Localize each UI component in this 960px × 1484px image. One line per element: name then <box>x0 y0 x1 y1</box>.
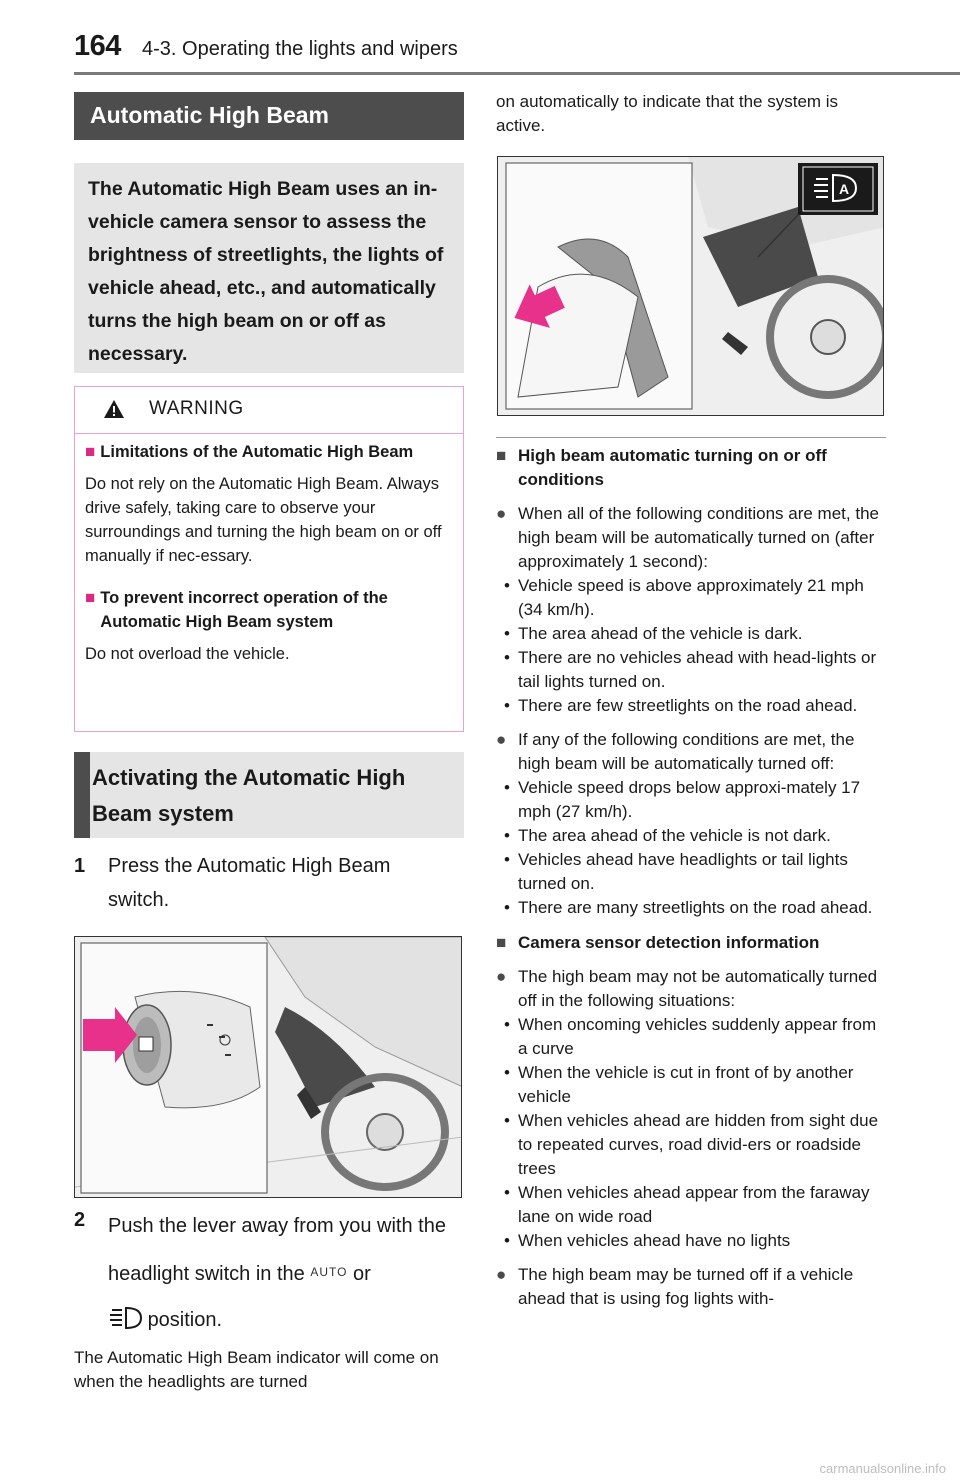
step-number: 2 <box>74 1209 86 1231</box>
list-item: • The area ahead of the vehicle is dark. <box>496 622 886 646</box>
heading-text: High beam automatic turning on or off conditions <box>518 446 827 489</box>
list-item: • When the vehicle is cut in front of by another vehicle <box>496 1061 886 1109</box>
heading-text: Camera sensor detection information <box>518 933 820 952</box>
list-item <box>496 965 886 1013</box>
step-2-position: position. <box>147 1309 223 1331</box>
dash-text: When vehicles ahead have no lights <box>518 1231 791 1250</box>
intro-continuation: on automatically to indicate that the system is active. <box>496 92 839 135</box>
dash-text: The area ahead of the vehicle is dark. <box>518 624 803 643</box>
dash-text: Vehicles ahead have headlights or tail lights turned on. <box>518 850 848 893</box>
subsection-heading <box>496 444 886 492</box>
header-divider <box>74 72 960 75</box>
dash-text: There are few streetlights on the road ahead. <box>518 696 858 715</box>
watermark: carmanualsonline.info <box>819 1461 946 1476</box>
warning-title: WARNING <box>149 398 244 419</box>
auto-icon: AUTO <box>310 1265 348 1279</box>
svg-text:A: A <box>839 181 850 197</box>
conditions-list <box>496 444 886 1311</box>
list-item: • The area ahead of the vehicle is not dark. <box>496 824 886 848</box>
right-divider <box>496 437 886 438</box>
warning-subheading <box>85 440 449 464</box>
bullet-text: When all of the following conditions are met, the high beam will be automatically turned on (after approximately 1 second): <box>518 504 879 571</box>
square-marker-icon: ■ <box>496 446 507 465</box>
step-1 <box>74 849 464 917</box>
warning-heading-2: To prevent incorrect operation of the Automatic High Beam system <box>100 589 388 631</box>
dash-text: There are no vehicles ahead with head-lights or tail lights turned on. <box>518 648 877 691</box>
list-item: • When vehicles ahead are hidden from sight due to repeated curves, road divid-ers or roadside trees <box>496 1109 886 1181</box>
warning-triangle-icon <box>103 399 125 419</box>
activation-section-title: Activating the Automatic High Beam system <box>74 752 464 838</box>
square-marker-icon: ■ <box>85 442 96 461</box>
circle-bullet-icon: ● <box>496 967 507 986</box>
dash-text: There are many streetlights on the road ahead. <box>518 898 873 917</box>
chapter-title: 4-3. Operating the lights and wipers <box>142 38 458 60</box>
subsection-heading <box>496 931 886 955</box>
list-item: • Vehicle speed is above approximately 21 mph (34 km/h). <box>496 574 886 622</box>
list-item: • There are no vehicles ahead with head-lights or tail lights turned on. <box>496 646 886 694</box>
auto-high-beam-icon <box>108 1306 142 1330</box>
warning-heading-1: Limitations of the Automatic High Beam <box>100 443 414 461</box>
circle-bullet-icon: ● <box>496 730 507 749</box>
circle-bullet-icon: ● <box>496 504 507 523</box>
list-item <box>496 728 886 776</box>
dash-text: When oncoming vehicles suddenly appear from a curve <box>518 1015 877 1058</box>
list-item <box>496 1263 886 1311</box>
summary-box: The Automatic High Beam uses an in-vehicle camera sensor to assess the brightness of streetlights, the lights of vehicle ahead, etc., and automatically turns the high beam on or off as necessary. <box>74 163 464 373</box>
section-title: Automatic High Beam <box>74 92 464 140</box>
bullet-text: If any of the following conditions are met, the high beam will be automatically turned off: <box>518 730 855 773</box>
dash-text: When the vehicle is cut in front of by another vehicle <box>518 1063 854 1106</box>
warning-header <box>75 387 463 434</box>
list-item <box>496 502 886 574</box>
list-item: • Vehicles ahead have headlights or tail lights turned on. <box>496 848 886 896</box>
lever-switch-illustration <box>74 936 462 1198</box>
dashboard-indicator-illustration <box>497 156 884 416</box>
list-item: • There are many streetlights on the road ahead. <box>496 896 886 920</box>
list-item: • When vehicles ahead have no lights <box>496 1229 886 1253</box>
dash-text: The area ahead of the vehicle is not dark. <box>518 826 831 845</box>
dash-text: Vehicle speed drops below approxi-mately 17 mph (27 km/h). <box>518 778 861 821</box>
step-2 <box>74 1203 464 1343</box>
square-marker-icon: ■ <box>496 933 507 952</box>
warning-text-2: Do not overload the vehicle. <box>85 645 290 663</box>
step-number: 1 <box>74 855 86 877</box>
dash-text: Vehicle speed is above approximately 21 mph (34 km/h). <box>518 576 864 619</box>
step-2-or: or <box>353 1263 371 1285</box>
dash-text: When vehicles ahead appear from the faraway lane on wide road <box>518 1183 870 1226</box>
list-item: • There are few streetlights on the road ahead. <box>496 694 886 718</box>
bullet-text: The high beam may not be automatically turned off in the following situations: <box>518 967 878 1010</box>
list-item: • Vehicle speed drops below approxi-mately 17 mph (27 km/h). <box>496 776 886 824</box>
warning-text-1: Do not rely on the Automatic High Beam. Always drive safely, taking care to observe your surroundings and turning the high beam on or off manually if nec-essary. <box>85 475 442 565</box>
page-number: 164 <box>74 30 121 62</box>
list-item: • When vehicles ahead appear from the faraway lane on wide road <box>496 1181 886 1229</box>
step-text: Press the Automatic High Beam switch. <box>108 855 391 911</box>
step-text <box>108 1203 448 1343</box>
square-marker-icon: ■ <box>85 588 96 607</box>
dash-text: When vehicles ahead are hidden from sight due to repeated curves, road divid-ers or roadside trees <box>518 1111 879 1178</box>
circle-bullet-icon: ● <box>496 1265 507 1284</box>
bullet-text: The high beam may be turned off if a vehicle ahead that is using fog lights with- <box>518 1265 854 1308</box>
indicator-caption: The Automatic High Beam indicator will come on when the headlights are turned <box>74 1348 439 1391</box>
warning-subheading <box>85 586 449 634</box>
warning-box <box>74 386 464 732</box>
step-2-text: Push the lever away from you with the headlight switch in the <box>108 1215 446 1285</box>
list-item: • When oncoming vehicles suddenly appear from a curve <box>496 1013 886 1061</box>
